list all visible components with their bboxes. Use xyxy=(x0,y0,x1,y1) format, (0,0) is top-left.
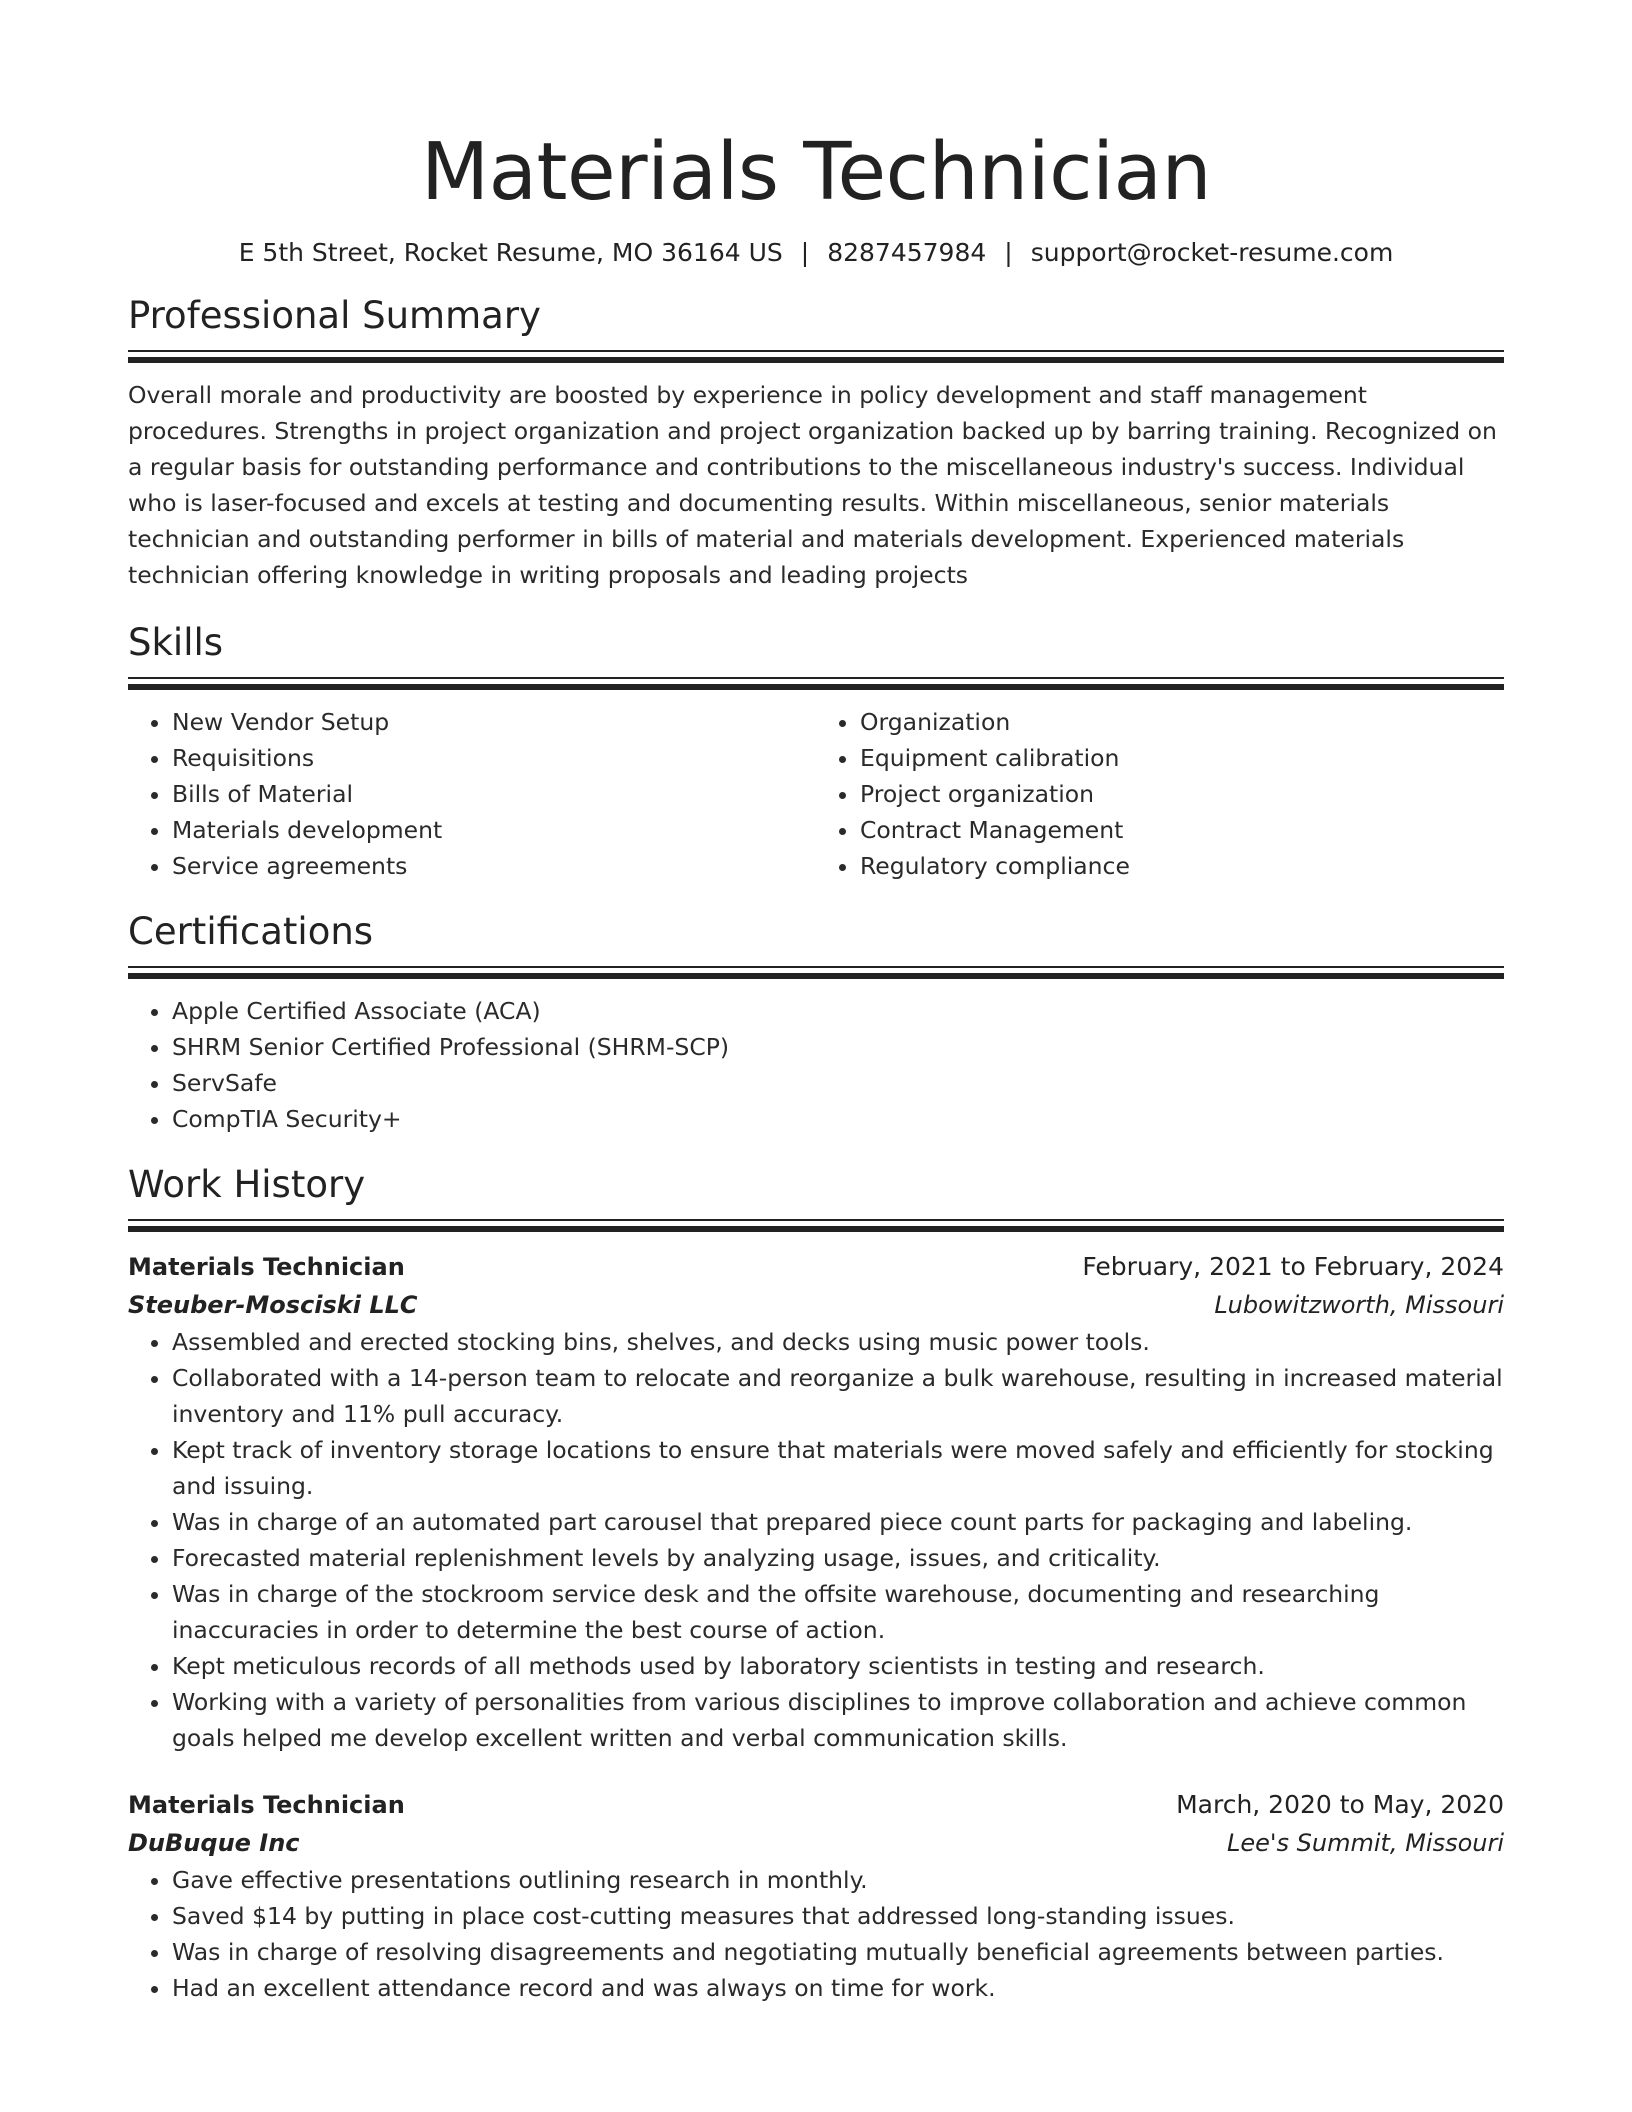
certification-item: • CompTIA Security+ xyxy=(172,1101,1504,1137)
skill-item: • Project organization xyxy=(860,776,1504,812)
skill-item: • Bills of Material xyxy=(172,776,816,812)
section-divider xyxy=(128,677,1504,690)
job-bullet: • Had an excellent attendance record and was always on time for work. xyxy=(172,1970,1504,2006)
skill-item: • Regulatory compliance xyxy=(860,848,1504,884)
skill-item: • Contract Management xyxy=(860,812,1504,848)
job-bullet-list xyxy=(128,1862,1504,2006)
skill-item: • Requisitions xyxy=(172,740,816,776)
certifications-section xyxy=(128,908,1504,1137)
job-bullet-list xyxy=(128,1324,1504,1756)
job-bullet: • Saved $14 by putting in place cost-cutting measures that addressed long-standing issues. xyxy=(172,1898,1504,1934)
skill-item: • Materials development xyxy=(172,812,816,848)
contact-line xyxy=(128,236,1504,270)
skill-item: • Organization xyxy=(860,704,1504,740)
job-location: Lubowitzworth, Missouri xyxy=(1214,1291,1504,1319)
contact-address: E 5th Street, Rocket Resume, MO 36164 US xyxy=(238,238,783,267)
certifications-list xyxy=(128,993,1504,1137)
job-title: Materials Technician xyxy=(128,1791,405,1819)
job-bullet: • Was in charge of the stockroom service desk and the offsite warehouse, documenting and researching inaccuracies in order to determine the best course of action. xyxy=(172,1576,1504,1648)
section-title-certifications: Certifications xyxy=(128,910,374,953)
certification-item: • Apple Certified Associate (ACA) xyxy=(172,993,1504,1029)
job-subheader xyxy=(128,1824,1504,1862)
contact-separator: | xyxy=(1004,238,1013,267)
job-header xyxy=(128,1786,1504,1824)
contact-email: support@rocket-resume.com xyxy=(1030,238,1394,267)
job-bullet: • Kept track of inventory storage locations to ensure that materials were moved safely and efficiently for stocking and issuing. xyxy=(172,1432,1504,1504)
work-history-section xyxy=(128,1161,1504,2006)
job-bullet: • Collaborated with a 14-person team to relocate and reorganize a bulk warehouse, resulting in increased material inventory and 11% pull accuracy. xyxy=(172,1360,1504,1432)
summary-section xyxy=(128,292,1504,593)
section-divider xyxy=(128,966,1504,979)
job-bullet: • Was in charge of an automated part carousel that prepared piece count parts for packaging and labeling. xyxy=(172,1504,1504,1540)
job-company: Steuber-Mosciski LLC xyxy=(128,1291,418,1319)
job-bullet: • Assembled and erected stocking bins, shelves, and decks using music power tools. xyxy=(172,1324,1504,1360)
job-bullet: • Gave effective presentations outlining research in monthly. xyxy=(172,1862,1504,1898)
contact-phone: 8287457984 xyxy=(827,238,987,267)
job-subheader xyxy=(128,1286,1504,1324)
section-title-summary: Professional Summary xyxy=(128,294,541,337)
section-title-work-history: Work History xyxy=(128,1163,366,1206)
section-divider xyxy=(128,350,1504,363)
certification-item: • ServSafe xyxy=(172,1065,1504,1101)
job-location: Lee's Summit, Missouri xyxy=(1227,1829,1504,1857)
section-divider xyxy=(128,1219,1504,1232)
skills-grid xyxy=(128,704,1504,884)
skill-item: • New Vendor Setup xyxy=(172,704,816,740)
skills-right-list xyxy=(816,704,1504,884)
job-header xyxy=(128,1248,1504,1286)
job-company: DuBuque Inc xyxy=(128,1829,300,1857)
job-bullet: • Forecasted material replenishment levels by analyzing usage, issues, and criticality. xyxy=(172,1540,1504,1576)
contact-separator: | xyxy=(800,238,810,267)
job-entry xyxy=(128,1248,1504,1756)
resume-name: Materials Technician xyxy=(420,126,1212,218)
skill-item: • Equipment calibration xyxy=(860,740,1504,776)
job-entry xyxy=(128,1786,1504,2006)
certification-item: • SHRM Senior Certified Professional (SHRM-SCP) xyxy=(172,1029,1504,1065)
job-dates: March, 2020 to May, 2020 xyxy=(1176,1790,1504,1819)
resume-page xyxy=(128,0,1504,2006)
job-bullet: • Kept meticulous records of all methods used by laboratory scientists in testing and research. xyxy=(172,1648,1504,1684)
skills-section xyxy=(128,619,1504,884)
job-bullet: • Was in charge of resolving disagreements and negotiating mutually beneficial agreements between parties. xyxy=(172,1934,1504,1970)
section-title-skills: Skills xyxy=(128,621,224,664)
job-dates: February, 2021 to February, 2024 xyxy=(1082,1252,1504,1281)
job-bullet: • Working with a variety of personalities from various disciplines to improve collaboration and achieve common goals helped me develop excellent written and verbal communication skills. xyxy=(172,1684,1504,1756)
summary-text: Overall morale and productivity are boosted by experience in policy development and staff management procedures. Strengths in project organization and project organization backed up by barring training. Recognized on a regular basis for outstanding performance and contributions to the miscellaneous industry's success. Individual who is laser-focused and excels at testing and documenting results. Within miscellaneous, senior materials technician and outstanding performer in bills of material and materials development. Experienced materials technician offering knowledge in writing proposals and leading projects xyxy=(128,381,1497,589)
skill-item: • Service agreements xyxy=(172,848,816,884)
job-title: Materials Technician xyxy=(128,1253,405,1281)
skills-left-list xyxy=(128,704,816,884)
